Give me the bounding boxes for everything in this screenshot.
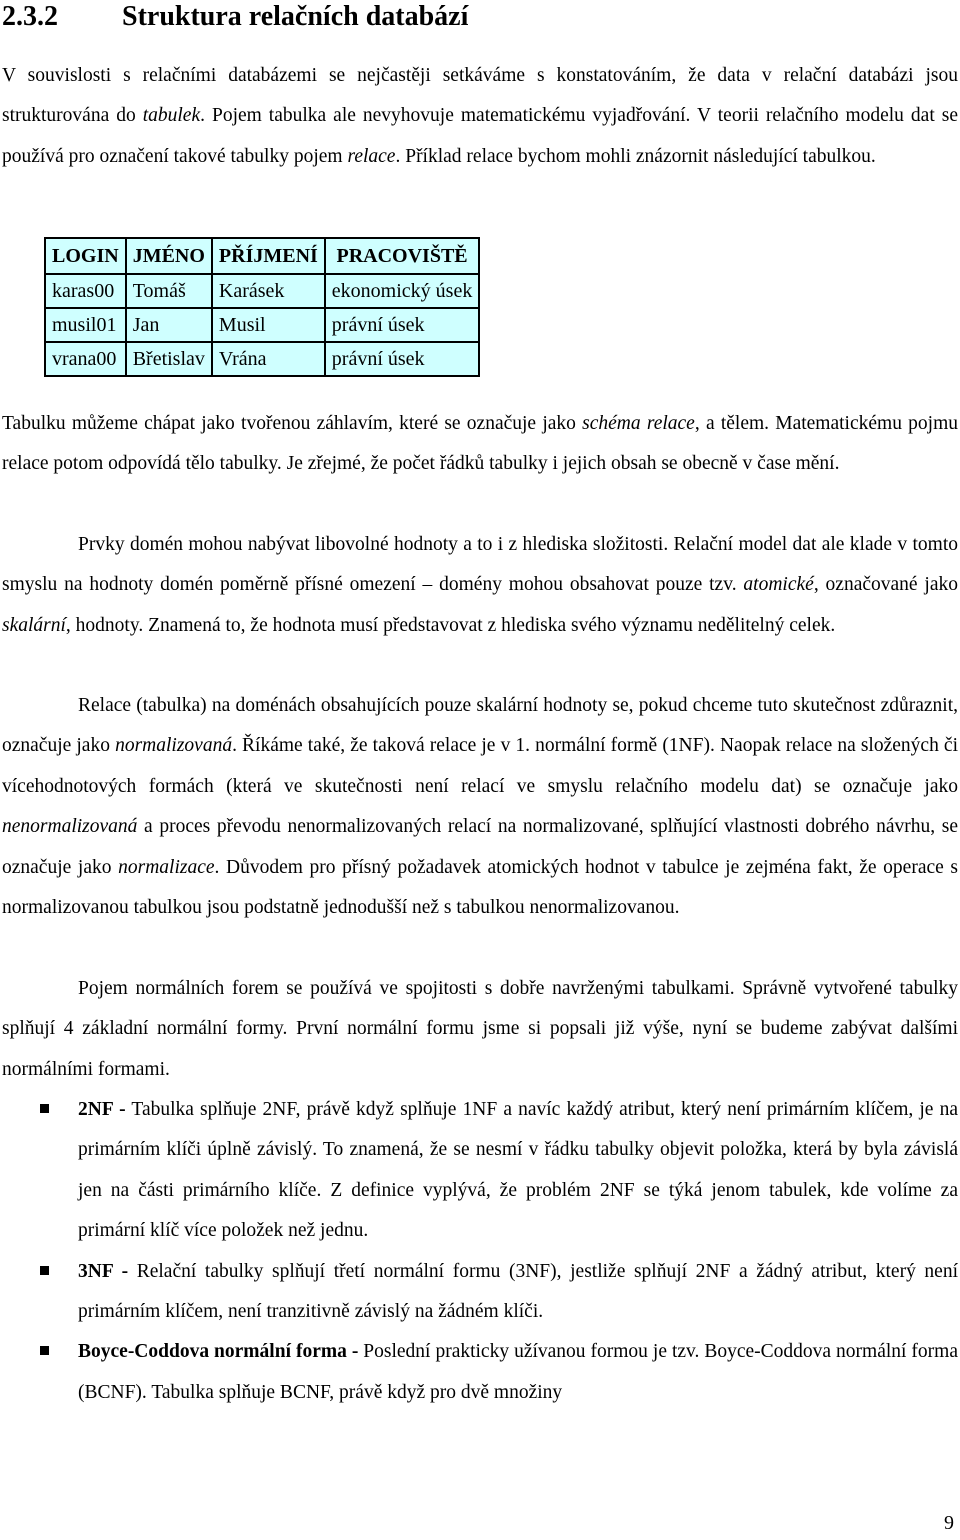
table-cell: Břetislav [126,342,212,376]
term-normalizovana: normalizovaná [115,735,233,757]
table-cell: právní úsek [325,342,480,376]
section-heading [2,0,468,34]
term-nenormalizovana: nenormalizovaná [2,816,138,838]
paragraph-normalization: Relace (tabulka) na doménách obsahujících pouze skalární hodnoty se, pokud chceme tuto skutečnost zdůraznit, označuje jako normalizovaná. Říkáme také, že taková relace je v 1. normální formě (1NF). Naopak relace na složených či vícehodnotových formách (která ve skutečnosti není relací ve smyslu relačního modelu dat) se označuje jako nenormalizovaná a proces převodu nenormalizovaných relací na normalizované, splňující vlastnosti dobrého návrhu, se označuje jako normalizace. Důvodem pro přísný požadavek atomických hodnot v tabulce je zejména fakt, že operace s normalizovanou tabulkou jsou podstatně jednodušší než s tabulkou nenormalizovanou. [2,695,958,919]
list-item-term: 3NF - [78,1260,129,1282]
paragraph-schema: Tabulku můžeme chápat jako tvořenou záhlavím, které se označuje jako schéma relace, a tělem. Matematickému pojmu relace potom odpovídá tělo tabulky. Je zřejmé, že počet řádků tabulky i jejich obsah se obecně v čase mění. [2,413,958,475]
square-bullet-icon [40,1346,49,1355]
relation-table [44,237,480,377]
list-item [2,1090,958,1252]
table-cell: ekonomický úsek [325,274,480,308]
table-cell: musil01 [45,308,126,342]
term-atomicke: atomické [743,574,814,596]
normal-forms-list [2,1090,958,1413]
paragraph-normal-forms: Pojem normálních forem se používá ve spojitosti s dobře navrženými tabulkami. Správně vytvořené tabulky splňují 4 základní normální formy. První normální formu jsme si popsali již výše, nyní se budeme zabývat dalšími normálními formami. [2,978,958,1080]
section-title: Struktura relačních databází [122,1,469,32]
square-bullet-icon [40,1266,49,1275]
table-cell: právní úsek [325,308,480,342]
column-header: PRACOVIŠTĚ [325,238,480,274]
table-cell: Tomáš [126,274,212,308]
paragraph-domains: Prvky domén mohou nabývat libovolné hodnoty a to i z hlediska složitosti. Relační model dat ale klade v tomto smyslu na hodnoty domén poměrně přísné omezení – domény mohou obsahovat pouze tzv. atomické, označované jako skalární, hodnoty. Znamená to, že hodnota musí představovat z hlediska svého významu nedělitelný celek. [2,534,958,636]
column-header: PŘÍJMENÍ [212,238,325,274]
table-row [45,308,479,342]
page-number: 9 [944,1512,954,1534]
term-schema-relace: schéma relace [582,413,695,434]
table-cell: Vrána [212,342,325,376]
section-number: 2.3.2 [2,1,58,32]
table-header-row [45,238,479,274]
list-item [2,1332,958,1413]
term-normalizace: normalizace [118,856,215,878]
term-relace: relace [347,145,396,167]
list-item-text: Relační tabulky splňují třetí normální formu (3NF), jestliže splňují 2NF a žádný atribut, který není primárním klíčem, není tranzitivně závislý na žádném klíči. [78,1260,958,1323]
table-row [45,274,479,308]
intro-paragraph: V souvislosti s relačními databázemi se nejčastěji setkáváme s konstatováním, že data v relační databázi jsou strukturována do tabulek. Pojem tabulka ale nevyhovuje matematickému vyjadřování. V teorii relačního modelu dat se používá pro označení takové tabulky pojem relace. Příklad relace bychom mohli znázornit následující tabulkou. [2,65,958,167]
list-item-text: Tabulka splňuje 2NF, právě když splňuje 1NF a navíc každý atribut, který není primárním klíčem, je na primárním klíči úplně závislý. To znamená, že se nesmí v řádku tabulky objevit položka, která by byla závislá jen na části primárního klíče. Z definice vyplývá, že problém 2NF se týká jenom tabulek, kde volíme za primární klíč více položek než jednu. [78,1099,958,1242]
column-header: JMÉNO [126,238,212,274]
term-skalarni: skalární [2,614,66,636]
column-header: LOGIN [45,238,126,274]
table-cell: vrana00 [45,342,126,376]
square-bullet-icon [40,1104,49,1113]
table-row [45,342,479,376]
table-cell: Karásek [212,274,325,308]
table-cell: Jan [126,308,212,342]
list-item-text: Poslední prakticky užívanou formou je tzv. Boyce-Coddova normální forma (BCNF). Tabulka splňuje BCNF, právě když pro dvě množiny [78,1341,958,1403]
table-cell: Musil [212,308,325,342]
list-item-term: Boyce-Coddova normální forma - [78,1341,359,1363]
table-cell: karas00 [45,274,126,308]
term-tabulek: tabulek [142,105,201,127]
list-item [2,1252,958,1333]
list-item-term: 2NF - [78,1099,126,1120]
